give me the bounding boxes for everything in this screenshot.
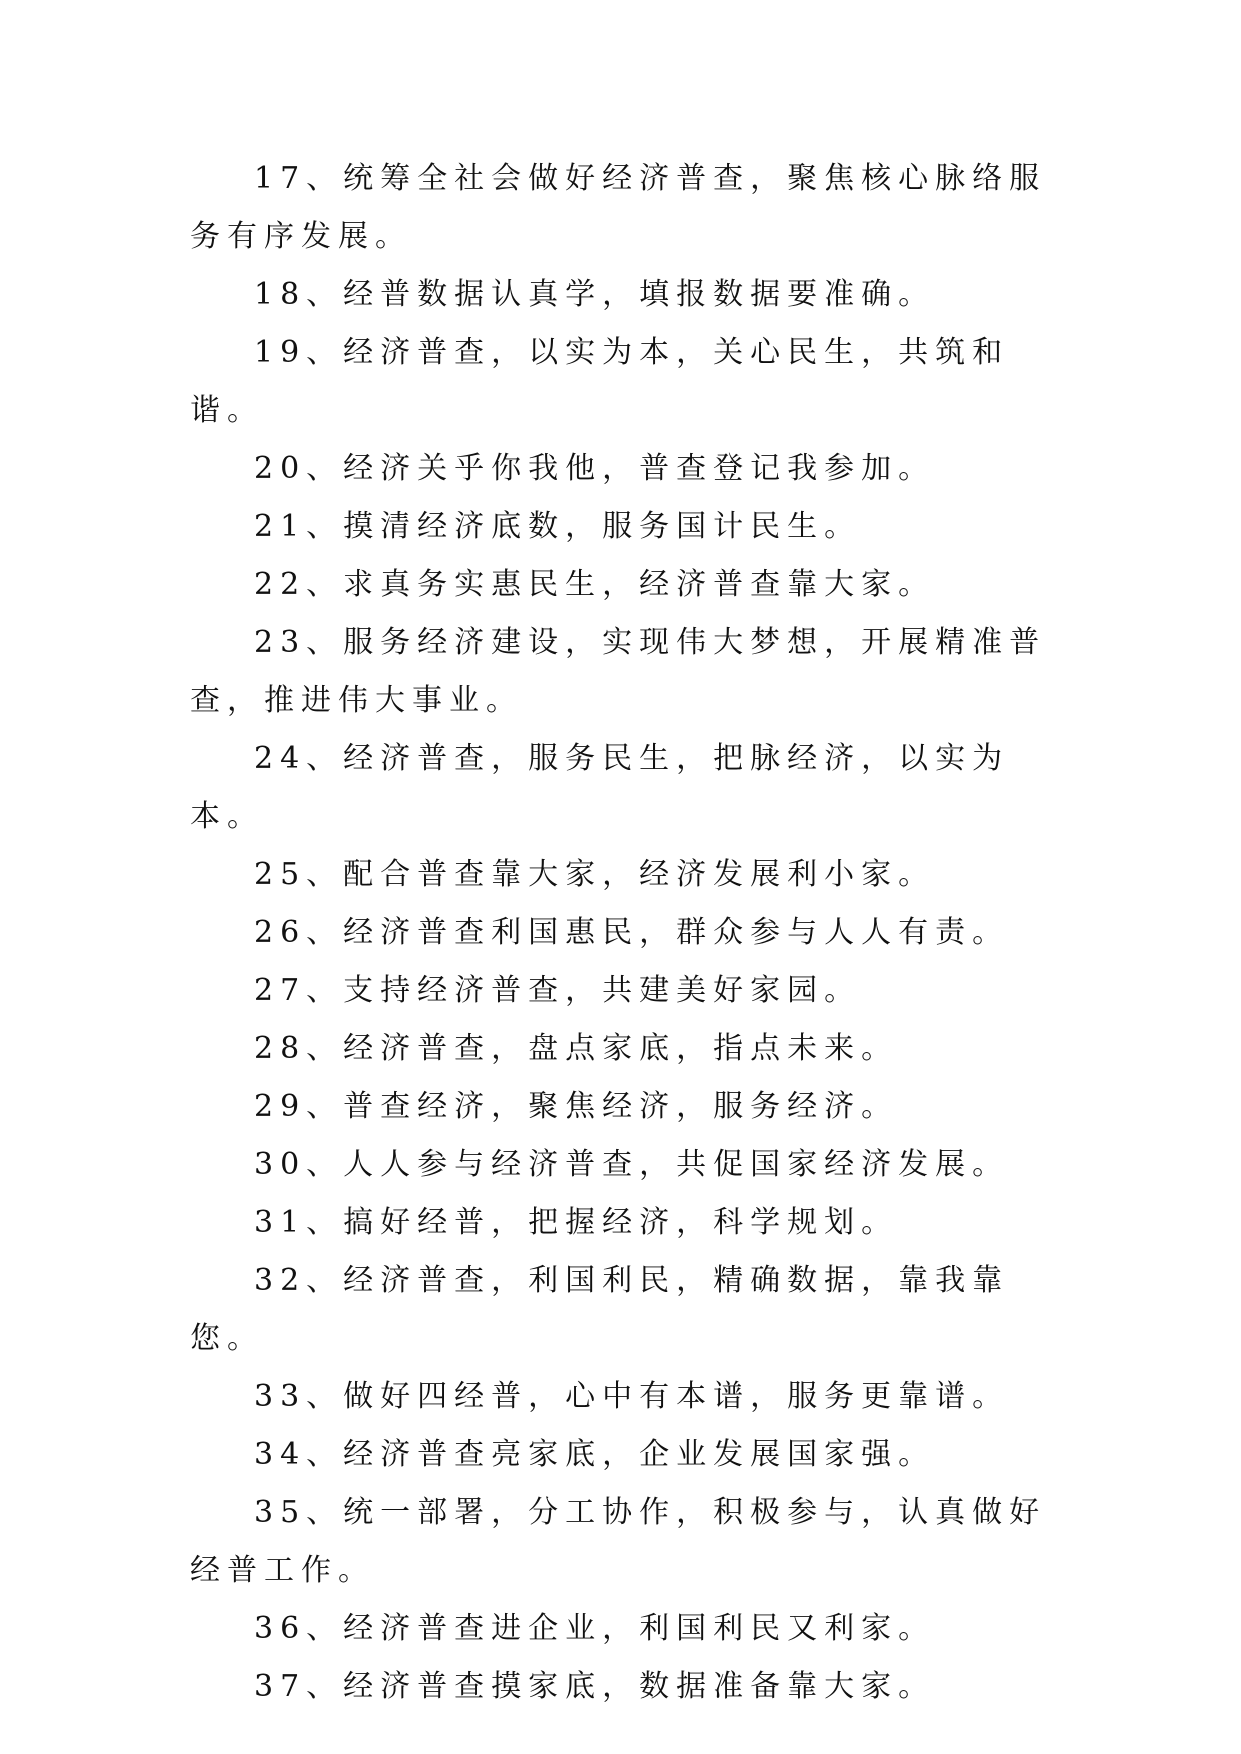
slogan-paragraph: 30、人人参与经济普查，共促国家经济发展。 bbox=[254, 1147, 1010, 1182]
slogan-paragraph: 32、经济普查，利国利民，精确数据，靠我靠您。 bbox=[190, 1263, 1010, 1356]
slogan-paragraph: 22、求真务实惠民生，经济普查靠大家。 bbox=[254, 567, 936, 602]
slogan-paragraph: 29、普查经济，聚焦经济，服务经济。 bbox=[254, 1089, 899, 1124]
slogan-paragraph: 17、统筹全社会做好经济普查，聚焦核心脉络服务有序发展。 bbox=[190, 161, 1047, 254]
document-body bbox=[190, 150, 1052, 1716]
slogan-paragraph: 21、摸清经济底数，服务国计民生。 bbox=[254, 509, 862, 544]
slogan-paragraph: 23、服务经济建设，实现伟大梦想，开展精准普查，推进伟大事业。 bbox=[190, 625, 1047, 718]
slogan-paragraph: 36、经济普查进企业，利国利民又利家。 bbox=[254, 1611, 936, 1646]
slogan-paragraph: 34、经济普查亮家底，企业发展国家强。 bbox=[254, 1437, 936, 1472]
slogan-paragraph: 37、经济普查摸家底，数据准备靠大家。 bbox=[254, 1669, 936, 1704]
slogan-paragraph: 20、经济关乎你我他，普查登记我参加。 bbox=[254, 451, 936, 486]
slogan-paragraph: 24、经济普查，服务民生，把脉经济，以实为本。 bbox=[190, 741, 1010, 834]
slogan-paragraph: 25、配合普查靠大家，经济发展利小家。 bbox=[254, 857, 936, 892]
slogan-paragraph: 28、经济普查，盘点家底，指点未来。 bbox=[254, 1031, 899, 1066]
slogan-paragraph: 33、做好四经普，心中有本谱，服务更靠谱。 bbox=[254, 1379, 1010, 1414]
slogan-paragraph: 35、统一部署，分工协作，积极参与，认真做好经普工作。 bbox=[190, 1495, 1047, 1588]
slogan-paragraph: 18、经普数据认真学，填报数据要准确。 bbox=[254, 277, 936, 312]
slogan-paragraph: 31、搞好经普，把握经济，科学规划。 bbox=[254, 1205, 899, 1240]
slogan-paragraph: 27、支持经济普查，共建美好家园。 bbox=[254, 973, 862, 1008]
slogan-paragraph: 19、经济普查，以实为本，关心民生，共筑和谐。 bbox=[190, 335, 1010, 428]
slogan-paragraph: 26、经济普查利国惠民，群众参与人人有责。 bbox=[254, 915, 1010, 950]
